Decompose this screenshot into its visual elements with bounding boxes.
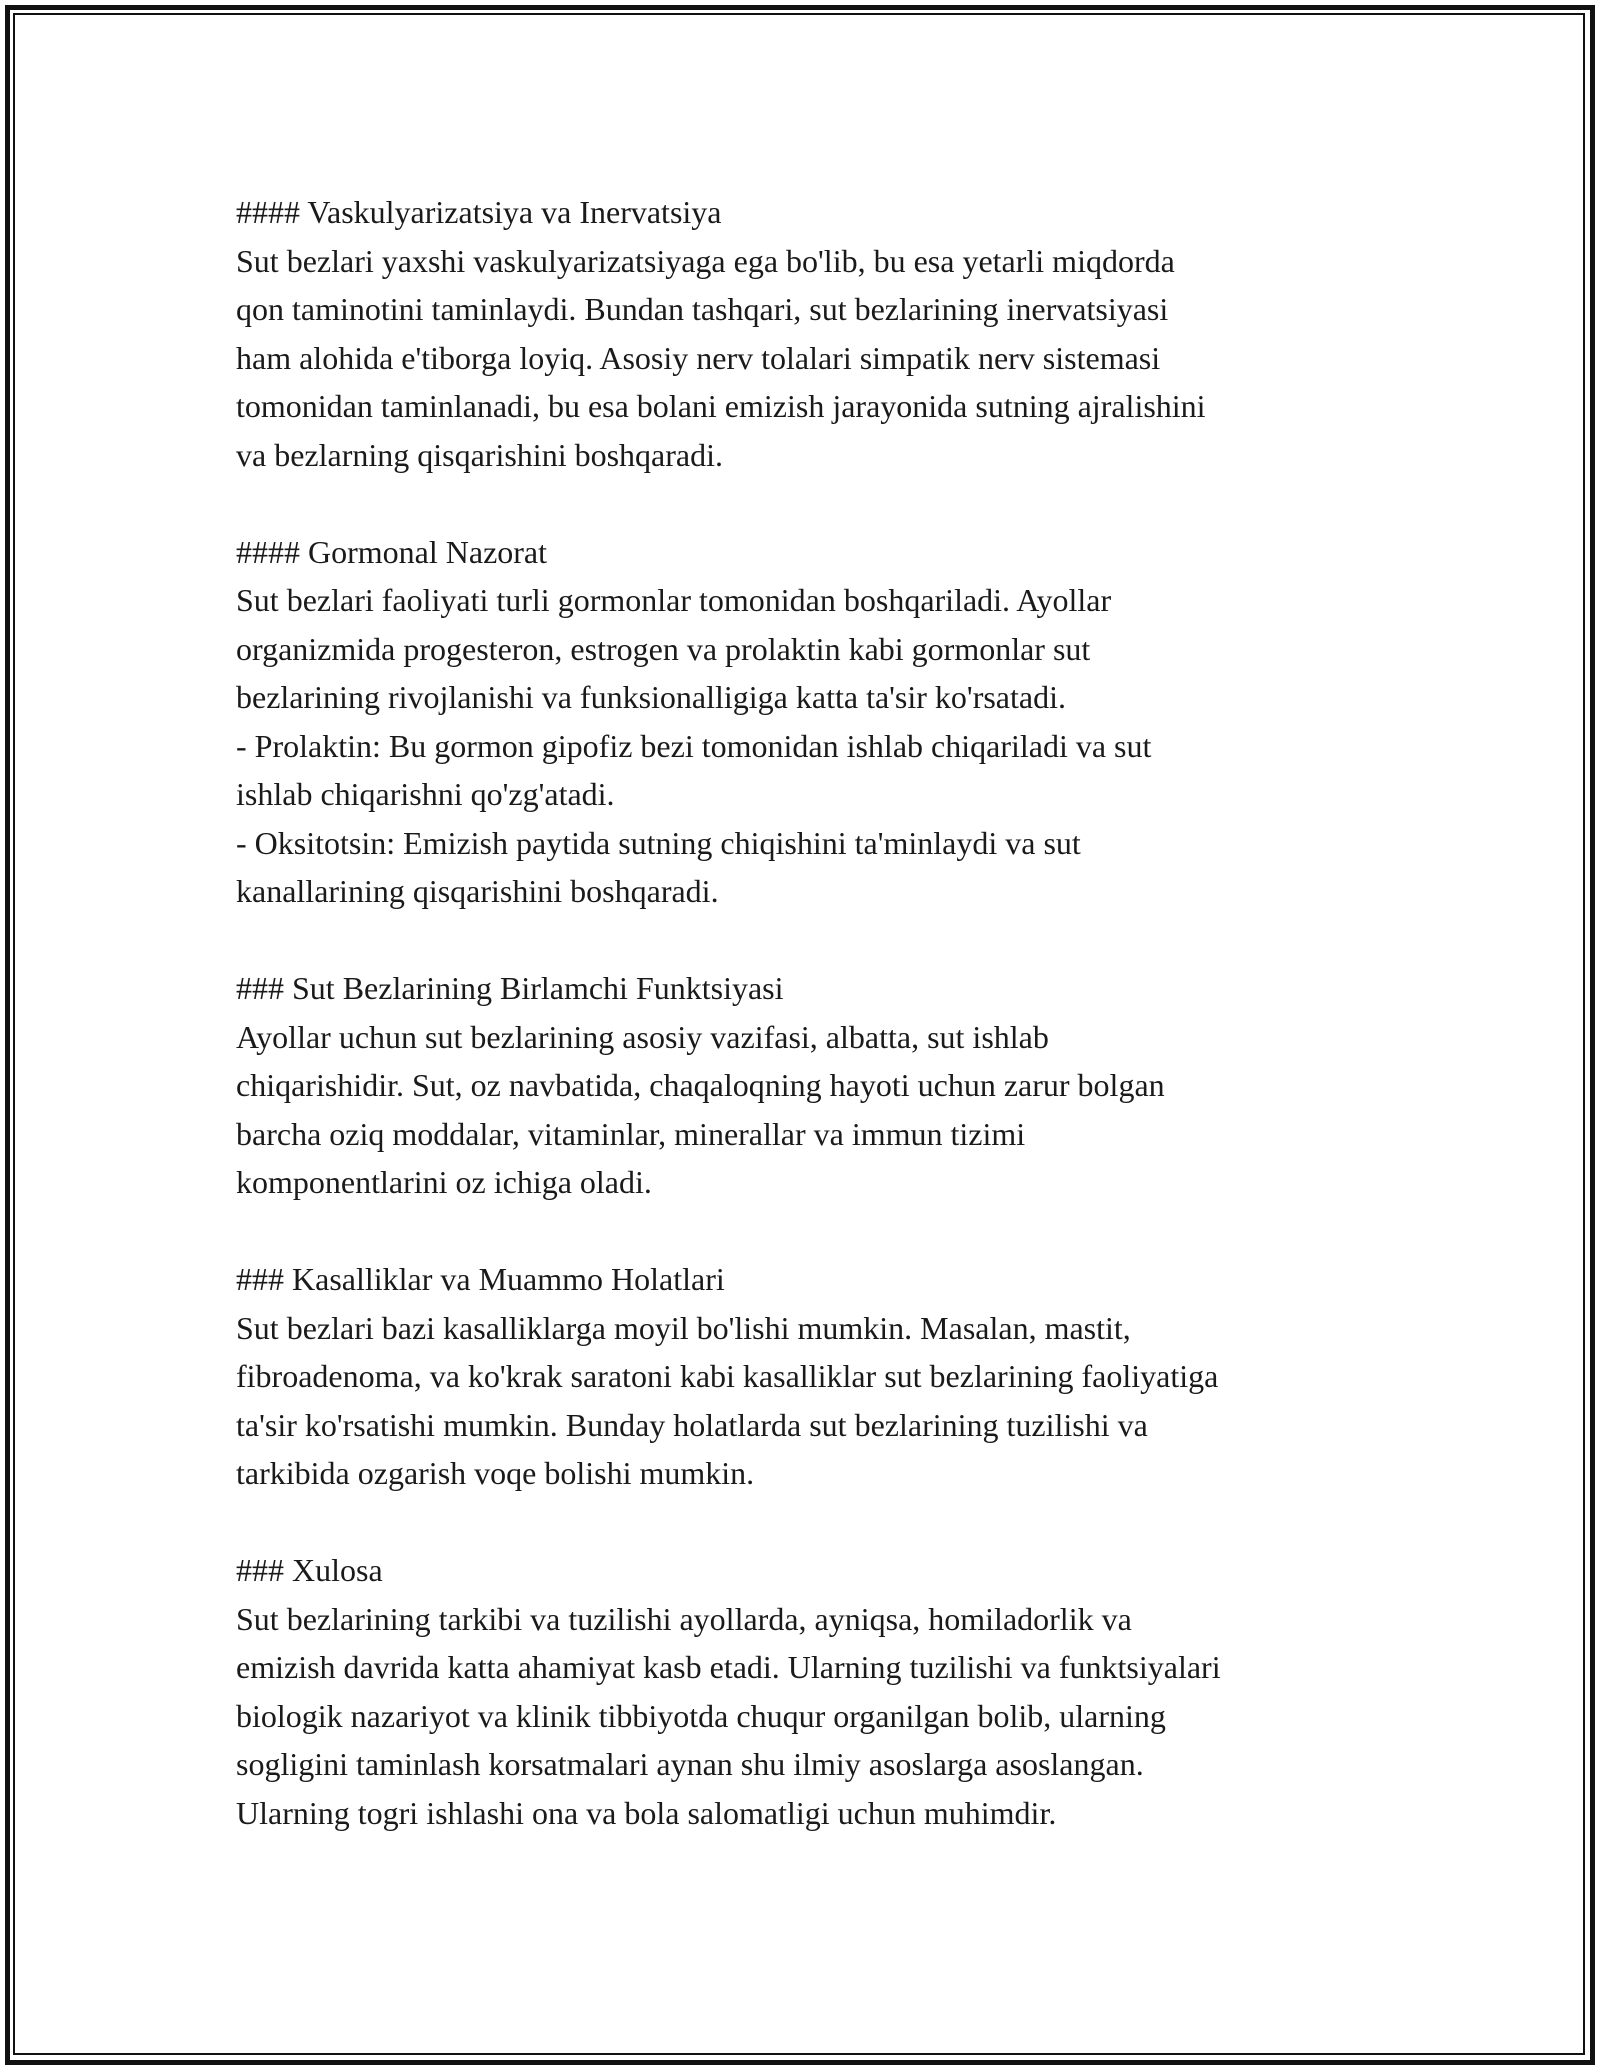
paragraph-line: ishlab chiqarishni qo'zg'atadi. (236, 776, 615, 812)
paragraph-line: Ularning togri ishlashi ona va bola salomatligi uchun muhimdir. (236, 1794, 1057, 1831)
paragraph-line: qon taminotini taminlaydi. Bundan tashqari, sut bezlarining inervatsiyasi (236, 291, 1169, 327)
paragraph-line: Sut bezlari faoliyati turli gormonlar tomonidan boshqariladi. Ayollar (236, 582, 1112, 618)
paragraph-line: komponentlarini oz ichiga oladi. (236, 1164, 652, 1200)
paragraph-line: sogligini taminlash korsatmalari aynan shu ilmiy asoslarga asoslangan. (236, 1746, 1144, 1782)
section-heading: #### Vaskulyarizatsiya va Inervatsiya (236, 194, 722, 230)
list-item-prolaktin: - Prolaktin: Bu gormon gipofiz bezi tomonidan ishlab chiqariladi va sut (236, 727, 1152, 764)
section-gormonal-nazorat (236, 528, 1386, 916)
paragraph-line: organizmida progesteron, estrogen va prolaktin kabi gormonlar sut (236, 630, 1091, 667)
paragraph-line: Sut bezlari bazi kasalliklarga moyil bo'lishi mumkin. Masalan, mastit, (236, 1309, 1131, 1346)
paragraph-line: va bezlarning qisqarishini boshqaradi. (236, 436, 723, 473)
paragraph-line: ham alohida e'tiborga loyiq. Asosiy nerv tolalari simpatik nerv sistemasi (236, 339, 1161, 376)
paragraph-line: tomonidan taminlanadi, bu esa bolani emizish jarayonida sutning ajralishini (236, 388, 1206, 424)
list-item-oksitotsin: - Oksitotsin: Emizish paytida sutning chiqishini ta'minlaydi va sut (236, 824, 1081, 861)
paragraph-line: Sut bezlarining tarkibi va tuzilishi ayollarda, ayniqsa, homiladorlik va (236, 1600, 1132, 1637)
section-vaskulyarizatsiya (236, 188, 1386, 479)
paragraph-line: Sut bezlari yaxshi vaskulyarizatsiyaga ega bo'lib, bu esa yetarli miqdorda (236, 242, 1175, 279)
section-heading: ### Kasalliklar va Muammo Holatlari (236, 1261, 725, 1297)
paragraph-line: kanallarining qisqarishini boshqaradi. (236, 873, 719, 909)
paragraph-line: tarkibida ozgarish voqe bolishi mumkin. (236, 1455, 755, 1491)
paragraph-line: Ayollar uchun sut bezlarining asosiy vazifasi, albatta, sut ishlab (236, 1018, 1049, 1055)
section-kasalliklar (236, 1255, 1386, 1498)
section-heading: ### Sut Bezlarining Birlamchi Funktsiyasi (236, 970, 784, 1006)
paragraph-line: bezlarining rivojlanishi va funksionalligiga katta ta'sir ko'rsatadi. (236, 679, 1066, 715)
paragraph-line: fibroadenoma, va ko'krak saratoni kabi kasalliklar sut bezlarining faoliyatiga (236, 1358, 1219, 1394)
section-heading: #### Gormonal Nazorat (236, 533, 548, 570)
paragraph-line: ta'sir ko'rsatishi mumkin. Bunday holatlarda sut bezlarining tuzilishi va (236, 1406, 1148, 1443)
paragraph-line: emizish davrida katta ahamiyat kasb etadi. Ularning tuzilishi va funktsiyalari (236, 1649, 1221, 1685)
paragraph-line: barcha oziq moddalar, vitaminlar, minerallar va immun tizimi (236, 1115, 1026, 1152)
section-xulosa (236, 1546, 1386, 1837)
section-heading: ### Xulosa (236, 1552, 383, 1588)
paragraph-line: biologik nazariyot va klinik tibbiyotda chuqur organilgan bolib, ularning (236, 1697, 1166, 1734)
document-body (236, 188, 1386, 1886)
section-birlamchi-funktsiyasi (236, 964, 1386, 1207)
paragraph-line: chiqarishidir. Sut, oz navbatida, chaqaloqning hayoti uchun zarur bolgan (236, 1067, 1165, 1103)
